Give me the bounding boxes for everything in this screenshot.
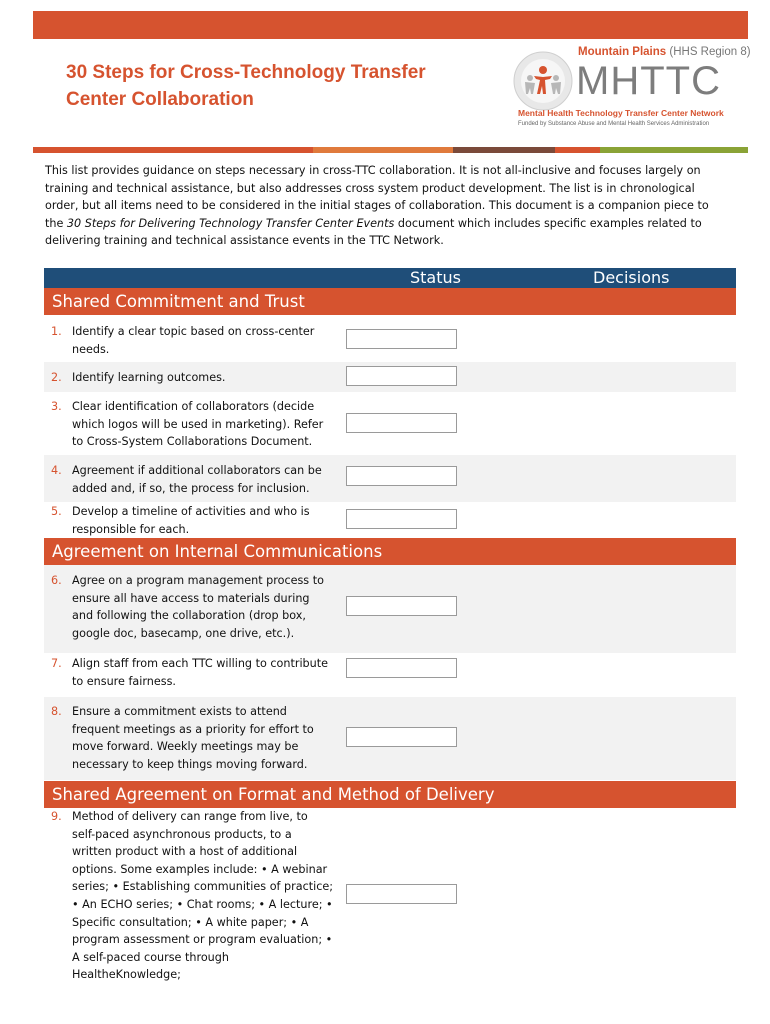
table-row: 8. Ensure a commitment exists to attend frequent meetings as a priority for effort to move forward. Weekly meetings may be necessary to keep things moving forward. [44,697,736,780]
table-row: 3. Clear identification of collaborators (decide which logos will be used in marketing). Refer to Cross-System Collaborations Document. [44,392,736,455]
top-banner-bar [33,11,748,39]
people-circle-icon [512,50,574,112]
column-header-status: Status [410,268,461,287]
status-input[interactable] [346,658,457,678]
table-row: 6. Agree on a program management process to ensure all have access to materials during and following the collaboration (drop box, google doc, basecamp, one drive, etc.). [44,565,736,653]
decorative-color-stripe [33,147,748,153]
table-row: 7. Align staff from each TTC willing to contribute to ensure fairness. [44,653,736,697]
logo-full-name: Mental Health Technology Transfer Center Network [518,108,724,118]
status-input[interactable] [346,366,457,386]
table-row: 2. Identify learning outcomes. [44,362,736,392]
table-row: 5. Develop a timeline of activities and who is responsible for each. [44,502,736,538]
table-row: 9. Method of delivery can range from live, to self-paced asynchronous products, to a written product with a host of additional options. Some examples include: • A webinar series; • Establishing communities of practice; • An ECHO series; • Chat rooms; • A lecture; • Specific consultation; • A white paper; • A program assessment or program evaluation; • A self-paced course through HealtheKnowledge; [44,808,736,988]
status-input[interactable] [346,466,457,486]
section-header-internal-communications: Agreement on Internal Communications [44,538,736,565]
title-line-1: 30 Steps for Cross-Technology Transfer [66,62,426,83]
logo-acronym: MHTTC [576,59,721,103]
logo-funding-line: Funded by Substance Abuse and Mental Health Services Administration [518,121,710,127]
table-row: 4. Agreement if additional collaborators can be added and, if so, the process for inclusion. [44,455,736,502]
status-input[interactable] [346,884,457,904]
status-input[interactable] [346,329,457,349]
companion-doc-title: 30 Steps for Delivering Technology Transfer Center Events [66,216,395,230]
section-header-format-delivery: Shared Agreement on Format and Method of Delivery [44,781,736,808]
page-title [66,59,426,113]
status-input[interactable] [346,413,457,433]
logo-org-name: Mountain Plains (HHS Region 8) [578,46,751,58]
title-line-2: Center Collaboration [66,89,254,110]
status-input[interactable] [346,596,457,616]
table-row: 1. Identify a clear topic based on cross-center needs. [44,315,736,362]
table-header [44,268,736,288]
status-input[interactable] [346,727,457,747]
mhttc-logo [512,46,751,132]
status-input[interactable] [346,509,457,529]
intro-paragraph: This list provides guidance on steps necessary in cross-TTC collaboration. It is not all-inclusive and focuses largely on training and technical assistance, but also addresses cross system product development. The list is in chronological order, but all items need to be considered in the initial stages of collaboration. This document is a companion piece to the 30 Steps for Delivering Technology Transfer Center Events document which includes specific examples related to delivering training and technical assistance events in the TTC Network. [45,164,709,248]
column-header-decisions: Decisions [593,268,670,287]
section-header-shared-commitment: Shared Commitment and Trust [44,288,736,315]
